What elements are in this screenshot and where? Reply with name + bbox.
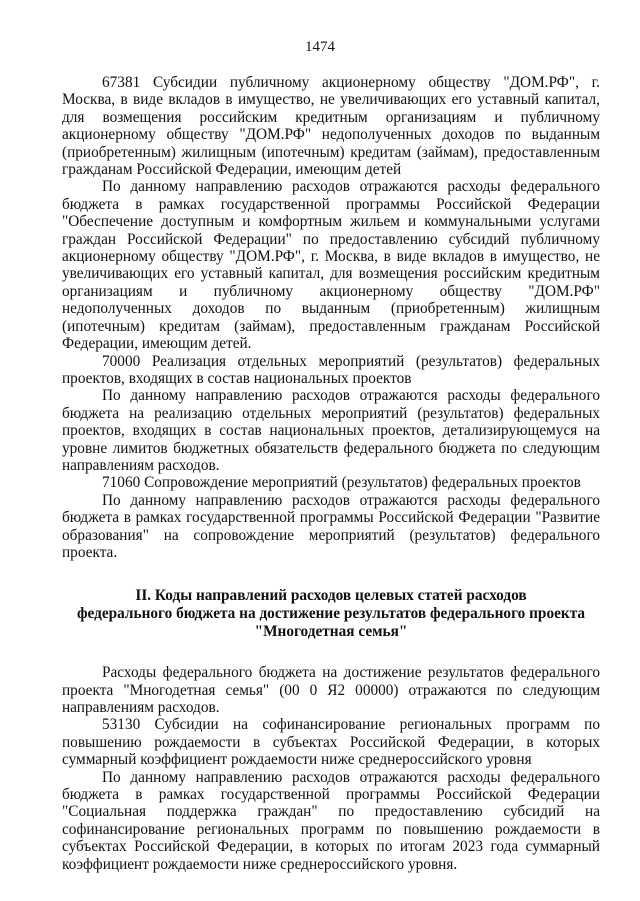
page-number: 1474 xyxy=(305,39,335,55)
paragraph-53130-title: 53130 Субсидии на софинансирование региональных программ по повышению рождаемости в субъектах Российской Федерации, в которых суммарный коэффициент рождаемости ниже среднероссийского уровня xyxy=(62,716,600,769)
paragraph-section-intro: Расходы федерального бюджета на достижение результатов федерального проекта "Многодетная семья" (00 0 Я2 00000) отражаются по следующим направлениям расходов. xyxy=(62,664,600,716)
document-body xyxy=(62,74,600,873)
section-heading-line-3: "Многодетная семья" xyxy=(254,622,408,640)
paragraph-53130-description: По данному направлению расходов отражаются расходы федерального бюджета в рамках государственной программы Российской Федерации "Социальная поддержка граждан" по предоставлению субсидий на софинансирование региональных программ по повышению рождаемости в субъектах Российской Федерации, в которых по итогам 2023 года суммарный коэффициент рождаемости ниже среднероссийского уровня. xyxy=(62,768,600,873)
paragraph-71060-title: 71060 Сопровождение мероприятий (результатов) федеральных проектов xyxy=(102,474,581,492)
paragraph-70000-title: 70000 Реализация отдельных мероприятий (результатов) федеральных проектов, входящих в состав национальных проектов xyxy=(62,352,600,387)
section-heading-line-2: федерального бюджета на достижение результатов федерального проекта xyxy=(76,604,586,622)
section-heading xyxy=(62,587,600,640)
paragraph-71060-description: По данному направлению расходов отражаются расходы федерального бюджета в рамках государственной программы Российской Федерации "Развитие образования" на сопровождение мероприятий (результатов) федерального проекта. xyxy=(62,491,600,561)
section-heading-line-1: II. Коды направлений расходов целевых статей расходов xyxy=(135,587,527,605)
paragraph-70000-description: По данному направлению расходов отражаются расходы федерального бюджета на реализацию отдельных мероприятий (результатов) федеральных проектов, входящих в состав национальных проектов, детализирующемуся на уровне лимитов бюджетных обязательств федерального бюджета по следующим направлениям расходов. xyxy=(62,387,600,474)
paragraph-67381-title: 67381 Субсидии публичному акционерному обществу "ДОМ.РФ", г. Москва, в виде вкладов в имущество, не увеличивающих его уставный капитал, для возмещения российским кредитным организациям и публичному акционерному обществу "ДОМ.РФ" недополученных доходов по выданным (приобретенным) жилищным (ипотечным) кредитам (займам), предоставленным гражданам Российской Федерации, имеющим детей xyxy=(62,74,600,179)
paragraph-67381-description: По данному направлению расходов отражаются расходы федерального бюджета в рамках государственной программы Российской Федерации "Обеспечение доступным и комфортным жильем и коммунальными услугами граждан Российской Федерации" по предоставлению субсидий публичному акционерному обществу "ДОМ.РФ", г. Москва, в виде вкладов в имущество, не увеличивающих его уставный капитал, для возмещения российским кредитным организациям и публичному акционерному обществу "ДОМ.РФ" недополученных доходов по выданным (приобретенным) жилищным (ипотечным) кредитам (займам), предоставленным гражданам Российской Федерации, имеющим детей. xyxy=(62,178,600,353)
